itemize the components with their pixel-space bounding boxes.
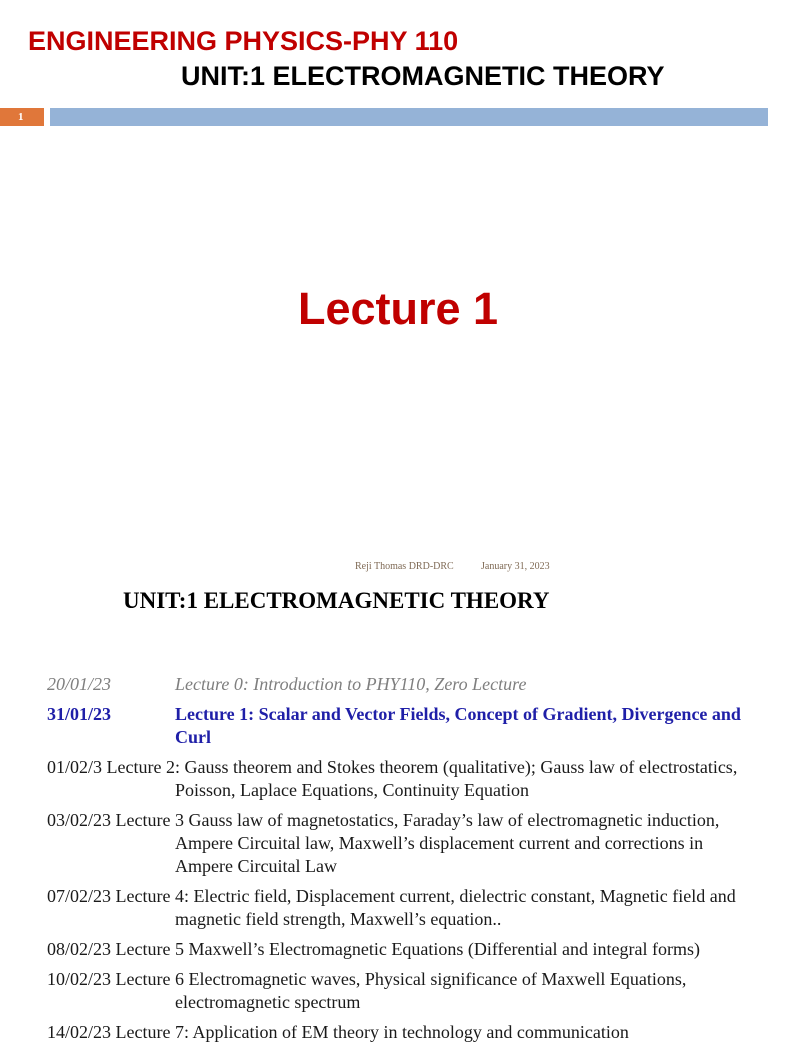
footer-author: Reji Thomas DRD-DRC — [355, 561, 454, 572]
lecture-heading: Lecture 1 — [297, 283, 499, 334]
entry-text: Lecture 5 Maxwell’s Electromagnetic Equations (Differential and integral forms) — [115, 939, 700, 959]
entry-text: Lecture 2: Gauss theorem and Stokes theorem (qualitative); Gauss law of electrostatics, Poisson, Laplace Equations, Continuity Equation — [106, 757, 738, 800]
schedule-entry-current — [47, 703, 759, 749]
entry-date: 10/02/23 — [47, 969, 112, 989]
entry-text: Lecture 3 Gauss law of magnetostatics, Faraday’s law of electromagnetic induction, Ampere Circuital law, Maxwell’s displacement current and corrections in Ampere Circuital Law — [115, 810, 720, 876]
schedule-entry — [47, 1021, 759, 1044]
section-heading: UNIT:1 ELECTROMAGNETIC THEORY — [123, 588, 550, 613]
schedule-entry — [47, 938, 759, 961]
course-title: ENGINEERING PHYSICS-PHY 110 — [28, 26, 459, 56]
schedule-entry — [47, 756, 759, 802]
entry-date: 14/02/23 — [47, 1022, 112, 1042]
entry-date: 07/02/23 — [47, 886, 112, 906]
slide-number: 1 — [0, 108, 44, 126]
entry-text: Lecture 1: Scalar and Vector Fields, Concept of Gradient, Divergence and Curl — [175, 704, 741, 747]
entry-text: Lecture 0: Introduction to PHY110, Zero Lecture — [175, 674, 527, 694]
schedule-entry — [47, 673, 759, 696]
entry-date: 31/01/23 — [47, 704, 112, 724]
lecture-schedule — [47, 673, 759, 1051]
entry-text: Lecture 4: Electric field, Displacement current, dielectric constant, Magnetic field and magnetic field strength, Maxwell’s equation.. — [115, 886, 736, 929]
schedule-entry — [47, 885, 759, 931]
schedule-entry — [47, 968, 759, 1014]
title-divider-bar — [50, 108, 768, 126]
schedule-entry — [47, 809, 759, 878]
entry-text: Lecture 6 Electromagnetic waves, Physical significance of Maxwell Equations, electromagnetic spectrum — [115, 969, 687, 1012]
entry-date: 08/02/23 — [47, 939, 112, 959]
entry-text: Lecture 7: Application of EM theory in technology and communication — [115, 1022, 629, 1042]
entry-date: 01/02/3 — [47, 757, 103, 777]
unit-title: UNIT:1 ELECTROMAGNETIC THEORY — [181, 61, 665, 91]
footer-date: January 31, 2023 — [481, 561, 550, 572]
entry-date: 20/01/23 — [47, 674, 112, 694]
entry-date: 03/02/23 — [47, 810, 112, 830]
